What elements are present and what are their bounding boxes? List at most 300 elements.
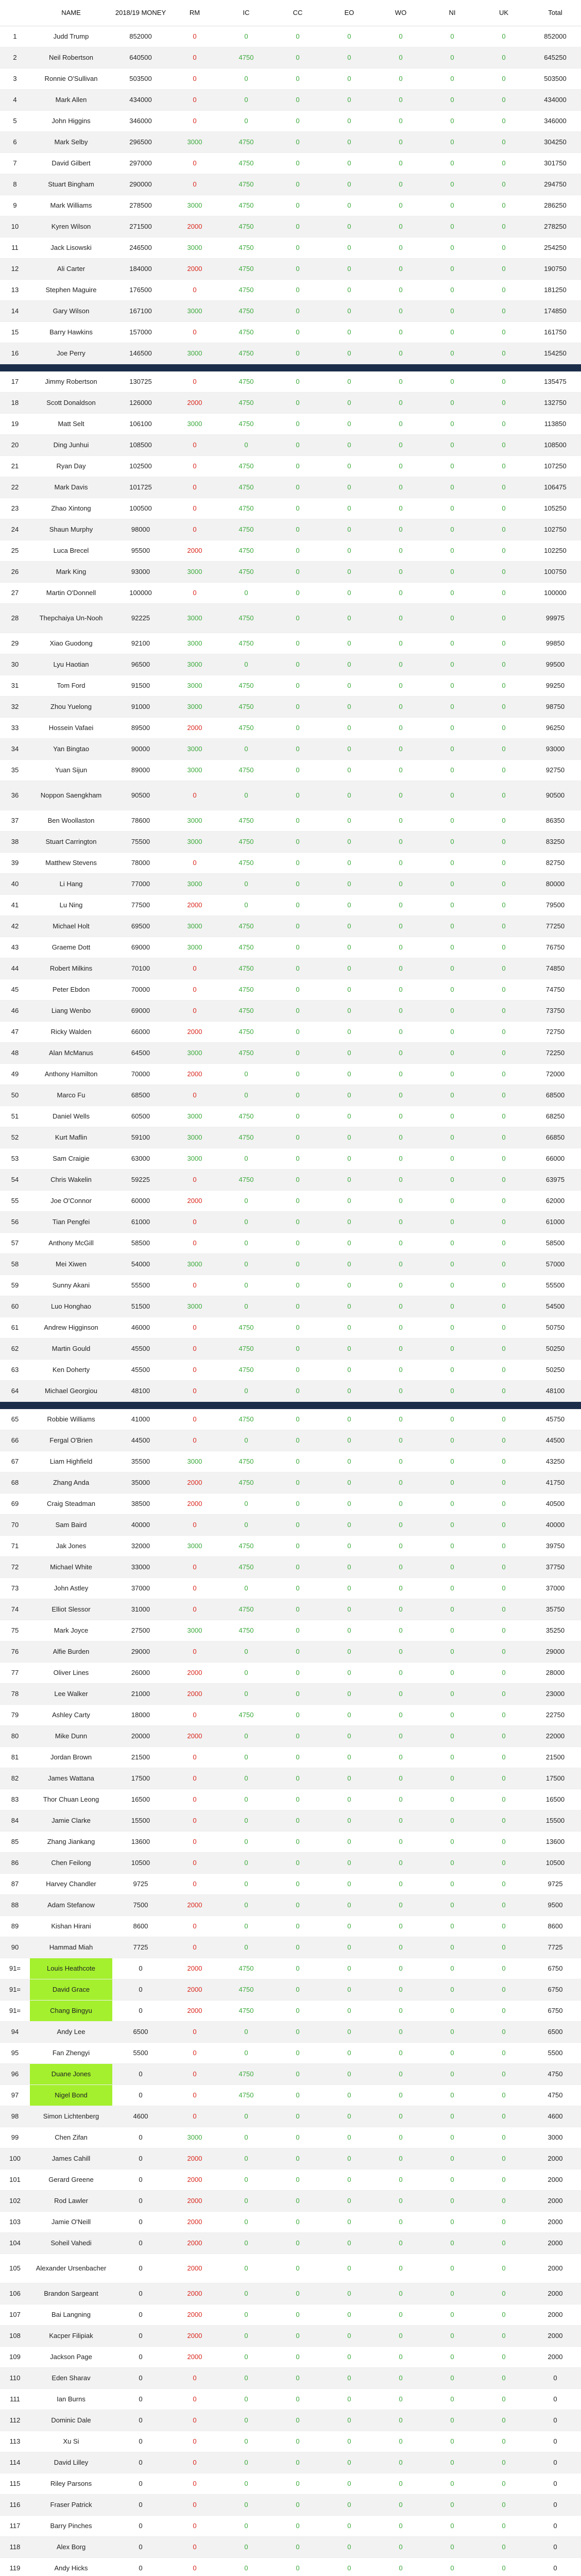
cell-ni: 0 [426, 1599, 478, 1620]
cell-money: 101725 [112, 477, 169, 498]
cell-total: 72750 [529, 1022, 581, 1043]
table-row [0, 1043, 581, 1064]
cell-eo: 0 [323, 604, 375, 633]
cell-eo: 0 [323, 1620, 375, 1641]
cell-eo: 0 [323, 238, 375, 259]
cell-ic: 4750 [220, 238, 272, 259]
cell-name: John Astley [30, 1578, 112, 1599]
cell-name: Kacper Filipiak [30, 2326, 112, 2347]
cell-cc: 0 [272, 654, 323, 675]
cell-ni: 0 [426, 132, 478, 153]
cell-ni: 0 [426, 718, 478, 739]
cell-name: Zhang Jiankang [30, 1832, 112, 1853]
cell-cc: 0 [272, 1832, 323, 1853]
cell-total: 40500 [529, 1494, 581, 1515]
cell-cc: 0 [272, 132, 323, 153]
cell-ic: 4750 [220, 153, 272, 174]
cell-eo: 0 [323, 90, 375, 111]
cell-money: 33000 [112, 1557, 169, 1578]
table-row [0, 2326, 581, 2347]
table-row [0, 2191, 581, 2212]
cell-total: 72250 [529, 1043, 581, 1064]
cell-name: Tian Pengfei [30, 1212, 112, 1233]
cell-wo: 0 [375, 69, 426, 90]
cell-wo: 0 [375, 832, 426, 853]
cell-uk: 0 [478, 2085, 529, 2106]
cell-total: 9725 [529, 1874, 581, 1895]
cell-rm: 2000 [169, 2212, 220, 2233]
cell-ni: 0 [426, 1296, 478, 1317]
cell-wo: 0 [375, 393, 426, 414]
cell-cc: 0 [272, 2537, 323, 2558]
cell-uk: 0 [478, 456, 529, 477]
cell-wo: 0 [375, 477, 426, 498]
cell-cc: 0 [272, 2326, 323, 2347]
cell-name: Ken Doherty [30, 1360, 112, 1381]
cell-ic: 4750 [220, 958, 272, 979]
cell-eo: 0 [323, 2170, 375, 2191]
cell-total: 106475 [529, 477, 581, 498]
cell-ni: 0 [426, 916, 478, 937]
cell-ic: 4750 [220, 1958, 272, 1979]
cell-eo: 0 [323, 1212, 375, 1233]
cell-wo: 0 [375, 1557, 426, 1578]
cell-name: Stephen Maguire [30, 280, 112, 301]
cell-ni: 0 [426, 2191, 478, 2212]
cell-rank: 94 [0, 2022, 30, 2043]
cell-money: 0 [112, 2431, 169, 2452]
cell-rank: 62 [0, 1338, 30, 1360]
cell-total: 6750 [529, 2001, 581, 2022]
cell-rank: 104 [0, 2233, 30, 2254]
cell-money: 0 [112, 1958, 169, 1979]
cell-wo: 0 [375, 2001, 426, 2022]
cell-name: Robbie Williams [30, 1409, 112, 1430]
cell-ic: 4750 [220, 301, 272, 322]
cell-name: Oliver Lines [30, 1663, 112, 1684]
cell-wo: 0 [375, 1768, 426, 1789]
cell-eo: 0 [323, 1275, 375, 1296]
cell-money: 10500 [112, 1853, 169, 1874]
cell-name: Jack Lisowski [30, 238, 112, 259]
cell-wo: 0 [375, 1212, 426, 1233]
cell-money: 0 [112, 2347, 169, 2368]
table-row [0, 1127, 581, 1148]
cell-total: 0 [529, 2431, 581, 2452]
cell-uk: 0 [478, 633, 529, 654]
cell-money: 55500 [112, 1275, 169, 1296]
table-row [0, 1536, 581, 1557]
table-row [0, 2304, 581, 2326]
cell-uk: 0 [478, 1148, 529, 1170]
cell-money: 51500 [112, 1296, 169, 1317]
cell-eo: 0 [323, 1515, 375, 1536]
table-row [0, 1895, 581, 1916]
cell-eo: 0 [323, 498, 375, 519]
table-row [0, 2212, 581, 2233]
cell-rm: 0 [169, 1937, 220, 1958]
cell-money: 70000 [112, 1064, 169, 1085]
cell-cc: 0 [272, 280, 323, 301]
cell-rm: 0 [169, 2537, 220, 2558]
cell-wo: 0 [375, 414, 426, 435]
cell-ni: 0 [426, 1275, 478, 1296]
cell-uk: 0 [478, 343, 529, 364]
cell-uk: 0 [478, 1451, 529, 1472]
cell-eo: 0 [323, 1494, 375, 1515]
cell-rank: 109 [0, 2347, 30, 2368]
cell-rank: 106 [0, 2283, 30, 2304]
cell-eo: 0 [323, 1381, 375, 1402]
cell-money: 271500 [112, 216, 169, 238]
cell-wo: 0 [375, 810, 426, 832]
cell-ic: 4750 [220, 1599, 272, 1620]
cell-wo: 0 [375, 1726, 426, 1747]
cell-eo: 0 [323, 2304, 375, 2326]
cell-total: 0 [529, 2495, 581, 2516]
table-row [0, 1064, 581, 1085]
cell-ni: 0 [426, 1536, 478, 1557]
cell-money: 44500 [112, 1430, 169, 1451]
table-row [0, 195, 581, 216]
cell-money: 0 [112, 2191, 169, 2212]
cell-ic: 0 [220, 2233, 272, 2254]
cell-name: Graeme Dott [30, 937, 112, 958]
cell-uk: 0 [478, 301, 529, 322]
cell-ic: 4750 [220, 132, 272, 153]
cell-uk: 0 [478, 1726, 529, 1747]
cell-rm: 0 [169, 111, 220, 132]
cell-ni: 0 [426, 238, 478, 259]
cell-cc: 0 [272, 2304, 323, 2326]
cell-rank: 111 [0, 2389, 30, 2410]
cell-wo: 0 [375, 1085, 426, 1106]
cell-wo: 0 [375, 2127, 426, 2148]
cell-ic: 0 [220, 2148, 272, 2170]
cell-cc: 0 [272, 958, 323, 979]
cell-eo: 0 [323, 1536, 375, 1557]
cell-money: 0 [112, 2304, 169, 2326]
cell-ic: 0 [220, 1726, 272, 1747]
cell-eo: 0 [323, 2043, 375, 2064]
cell-wo: 0 [375, 2431, 426, 2452]
cell-rank: 1 [0, 26, 30, 47]
cell-name: Joe Perry [30, 343, 112, 364]
cell-money: 35500 [112, 1451, 169, 1472]
cell-uk: 0 [478, 111, 529, 132]
cell-name: Lee Walker [30, 1684, 112, 1705]
cell-ni: 0 [426, 1853, 478, 1874]
cell-uk: 0 [478, 1768, 529, 1789]
cell-ic: 0 [220, 583, 272, 604]
cell-rm: 3000 [169, 1296, 220, 1317]
cell-wo: 0 [375, 1641, 426, 1663]
cell-rank: 67 [0, 1451, 30, 1472]
cell-total: 74850 [529, 958, 581, 979]
cell-eo: 0 [323, 2389, 375, 2410]
cell-ic: 4750 [220, 2085, 272, 2106]
cell-name: Liam Highfield [30, 1451, 112, 1472]
cell-money: 32000 [112, 1536, 169, 1557]
cell-ic: 4750 [220, 1317, 272, 1338]
cell-ni: 0 [426, 1106, 478, 1127]
cell-cc: 0 [272, 739, 323, 760]
cell-eo: 0 [323, 916, 375, 937]
cell-total: 102250 [529, 540, 581, 562]
cell-name: Andy Lee [30, 2022, 112, 2043]
cell-rm: 0 [169, 498, 220, 519]
table-row [0, 2001, 581, 2022]
cell-ni: 0 [426, 895, 478, 916]
cell-eo: 0 [323, 1338, 375, 1360]
cell-rm: 2000 [169, 1958, 220, 1979]
cell-ic: 0 [220, 2191, 272, 2212]
cell-ni: 0 [426, 2326, 478, 2347]
cell-ni: 0 [426, 1409, 478, 1430]
cell-ic: 4750 [220, 1472, 272, 1494]
table-row [0, 1254, 581, 1275]
cell-ni: 0 [426, 958, 478, 979]
cell-money: 0 [112, 2537, 169, 2558]
cell-cc: 0 [272, 1705, 323, 1726]
cell-name: Thor Chuan Leong [30, 1789, 112, 1810]
cell-money: 91500 [112, 675, 169, 697]
cell-rm: 2000 [169, 1472, 220, 1494]
cell-total: 80000 [529, 874, 581, 895]
table-row [0, 832, 581, 853]
cell-cc: 0 [272, 322, 323, 343]
cell-eo: 0 [323, 1001, 375, 1022]
table-row [0, 739, 581, 760]
cell-ni: 0 [426, 2283, 478, 2304]
cell-rm: 0 [169, 2085, 220, 2106]
cell-cc: 0 [272, 2148, 323, 2170]
cell-rank: 27 [0, 583, 30, 604]
cell-rank: 82 [0, 1768, 30, 1789]
cell-wo: 0 [375, 2558, 426, 2576]
table-row [0, 1360, 581, 1381]
cell-name: Chen Zifan [30, 2127, 112, 2148]
cell-rm: 3000 [169, 810, 220, 832]
cell-rm: 3000 [169, 1043, 220, 1064]
cell-ic: 0 [220, 1212, 272, 1233]
cell-name: Yan Bingtao [30, 739, 112, 760]
cell-ni: 0 [426, 1895, 478, 1916]
cell-ic: 0 [220, 1148, 272, 1170]
cell-ni: 0 [426, 1064, 478, 1085]
cell-cc: 0 [272, 2127, 323, 2148]
cell-total: 74750 [529, 979, 581, 1001]
col-header-ni: NI [426, 0, 478, 26]
cell-eo: 0 [323, 1810, 375, 1832]
cell-eo: 0 [323, 414, 375, 435]
cell-cc: 0 [272, 1064, 323, 1085]
cell-name: Nigel Bond [30, 2085, 112, 2106]
cell-ni: 0 [426, 1317, 478, 1338]
cell-ic: 0 [220, 2106, 272, 2127]
cell-cc: 0 [272, 832, 323, 853]
col-header-total: Total [529, 0, 581, 26]
cell-total: 0 [529, 2410, 581, 2431]
cell-money: 0 [112, 2064, 169, 2085]
cell-cc: 0 [272, 1937, 323, 1958]
cell-eo: 0 [323, 1747, 375, 1768]
cell-eo: 0 [323, 1451, 375, 1472]
cell-ni: 0 [426, 47, 478, 69]
cell-rank: 99 [0, 2127, 30, 2148]
cell-rank: 20 [0, 435, 30, 456]
cell-uk: 0 [478, 853, 529, 874]
cell-name: Zhao Xintong [30, 498, 112, 519]
cell-ic: 4750 [220, 371, 272, 393]
cell-total: 6750 [529, 1979, 581, 2001]
cell-total: 132750 [529, 393, 581, 414]
cell-cc: 0 [272, 1296, 323, 1317]
cell-ni: 0 [426, 2368, 478, 2389]
cell-cc: 0 [272, 675, 323, 697]
cell-wo: 0 [375, 979, 426, 1001]
cell-eo: 0 [323, 1022, 375, 1043]
cell-uk: 0 [478, 90, 529, 111]
cell-uk: 0 [478, 238, 529, 259]
cell-rm: 0 [169, 2064, 220, 2085]
table-row [0, 1853, 581, 1874]
table-row [0, 2106, 581, 2127]
cell-wo: 0 [375, 1338, 426, 1360]
cell-name: Andrew Higginson [30, 1317, 112, 1338]
table-row [0, 1409, 581, 1430]
cell-money: 503500 [112, 69, 169, 90]
cell-rm: 2000 [169, 1895, 220, 1916]
cell-cc: 0 [272, 1472, 323, 1494]
table-row [0, 47, 581, 69]
table-row [0, 1170, 581, 1191]
cell-uk: 0 [478, 2191, 529, 2212]
cell-money: 38500 [112, 1494, 169, 1515]
cell-eo: 0 [323, 2064, 375, 2085]
table-row [0, 1381, 581, 1402]
cell-name: Daniel Wells [30, 1106, 112, 1127]
cell-wo: 0 [375, 2326, 426, 2347]
cell-name: Hossein Vafaei [30, 718, 112, 739]
cell-rm: 0 [169, 90, 220, 111]
cell-wo: 0 [375, 1620, 426, 1641]
cell-name: Michael Georgiou [30, 1381, 112, 1402]
cell-ni: 0 [426, 2558, 478, 2576]
cell-uk: 0 [478, 2106, 529, 2127]
cell-wo: 0 [375, 1494, 426, 1515]
cell-name: Zhang Anda [30, 1472, 112, 1494]
table-row [0, 1810, 581, 1832]
cell-ni: 0 [426, 26, 478, 47]
cell-eo: 0 [323, 1705, 375, 1726]
cell-ic: 0 [220, 1191, 272, 1212]
cell-ic: 0 [220, 1233, 272, 1254]
cell-name: James Cahill [30, 2148, 112, 2170]
cell-wo: 0 [375, 1958, 426, 1979]
cell-total: 286250 [529, 195, 581, 216]
cell-eo: 0 [323, 853, 375, 874]
cell-money: 9725 [112, 1874, 169, 1895]
cell-total: 79500 [529, 895, 581, 916]
cell-cc: 0 [272, 2233, 323, 2254]
cell-rm: 0 [169, 1599, 220, 1620]
cell-uk: 0 [478, 2452, 529, 2473]
cell-rm: 0 [169, 1853, 220, 1874]
cell-total: 503500 [529, 69, 581, 90]
cell-total: 10500 [529, 1853, 581, 1874]
cell-uk: 0 [478, 477, 529, 498]
cell-uk: 0 [478, 654, 529, 675]
table-row [0, 1705, 581, 1726]
cell-money: 46000 [112, 1317, 169, 1338]
cell-money: 98000 [112, 519, 169, 540]
cell-wo: 0 [375, 2389, 426, 2410]
cell-rm: 2000 [169, 1191, 220, 1212]
cell-name: Barry Pinches [30, 2516, 112, 2537]
table-row [0, 301, 581, 322]
cell-total: 58500 [529, 1233, 581, 1254]
cell-money: 64500 [112, 1043, 169, 1064]
cell-name: Sam Baird [30, 1515, 112, 1536]
cell-ic: 0 [220, 1684, 272, 1705]
cell-cc: 0 [272, 1599, 323, 1620]
table-row [0, 259, 581, 280]
cell-ic: 0 [220, 2389, 272, 2410]
cell-rm: 0 [169, 1085, 220, 1106]
table-row [0, 2389, 581, 2410]
table-row [0, 1430, 581, 1451]
cell-rm: 2000 [169, 2233, 220, 2254]
cell-uk: 0 [478, 1043, 529, 1064]
cell-ni: 0 [426, 654, 478, 675]
cell-rm: 0 [169, 2516, 220, 2537]
table-row [0, 1578, 581, 1599]
cell-wo: 0 [375, 1430, 426, 1451]
cell-money: 157000 [112, 322, 169, 343]
cell-total: 82750 [529, 853, 581, 874]
cell-wo: 0 [375, 2516, 426, 2537]
cell-money: 0 [112, 2495, 169, 2516]
cell-ic: 0 [220, 1641, 272, 1663]
cell-name: Judd Trump [30, 26, 112, 47]
cell-rm: 0 [169, 153, 220, 174]
cell-ic: 4750 [220, 1409, 272, 1430]
cell-total: 301750 [529, 153, 581, 174]
cell-rm: 0 [169, 1789, 220, 1810]
cell-total: 434000 [529, 90, 581, 111]
table-row [0, 1515, 581, 1536]
cell-rank: 103 [0, 2212, 30, 2233]
table-row [0, 1557, 581, 1578]
cell-money: 26000 [112, 1663, 169, 1684]
cell-ni: 0 [426, 1620, 478, 1641]
cell-ni: 0 [426, 1191, 478, 1212]
cell-uk: 0 [478, 697, 529, 718]
cell-name: Fan Zhengyi [30, 2043, 112, 2064]
cell-wo: 0 [375, 280, 426, 301]
cell-rank: 25 [0, 540, 30, 562]
cell-ic: 0 [220, 2326, 272, 2347]
cell-name: Jamie O'Neill [30, 2212, 112, 2233]
cell-ic: 0 [220, 2127, 272, 2148]
cell-rank: 46 [0, 1001, 30, 1022]
cell-rm: 2000 [169, 1726, 220, 1747]
cell-rank: 39 [0, 853, 30, 874]
table-row [0, 1338, 581, 1360]
cell-ic: 0 [220, 2473, 272, 2495]
cell-wo: 0 [375, 739, 426, 760]
